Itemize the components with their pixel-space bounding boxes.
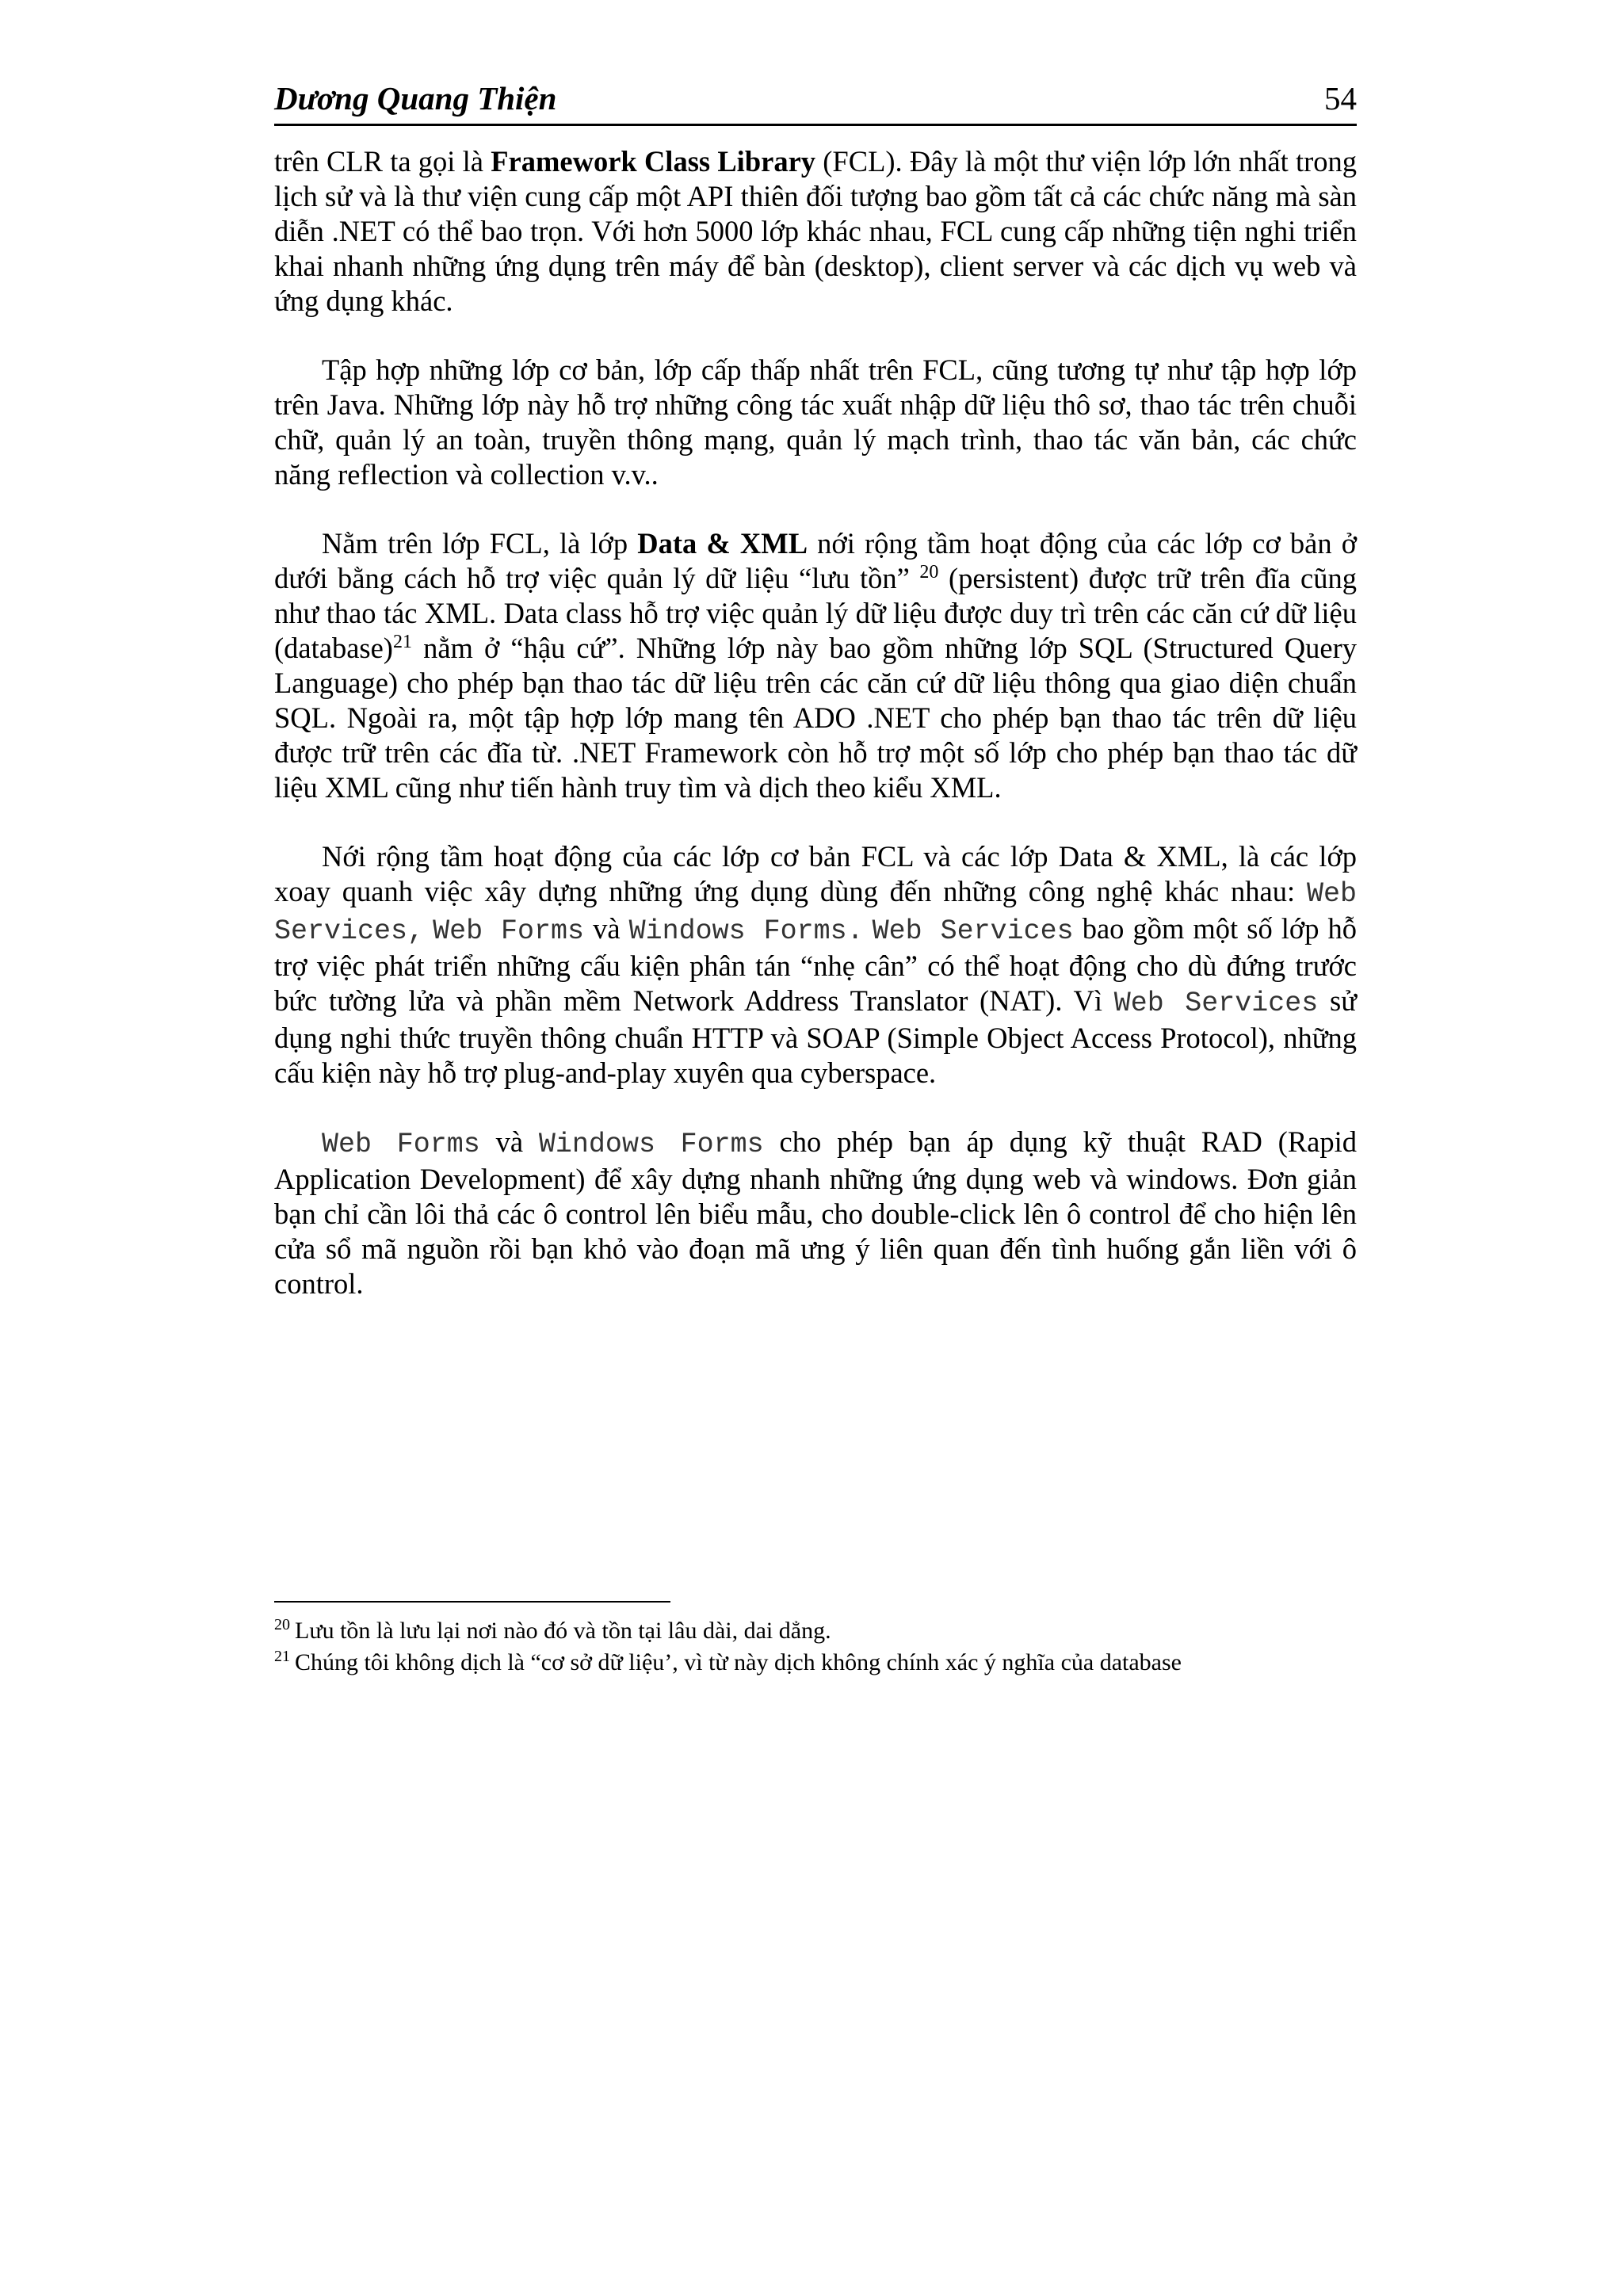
code-term: Windows Forms [538,1129,764,1160]
paragraph-text: (FCL). Đây là một thư viện lớp lớn nhất trong lịch sử và là thư viện cung cấp một API thiên đối tượng bao gồm tất cả các chức năng mà sàn diễn .NET có thể bao trọn. Với hơn 5000 lớp khác nhau, FCL cung cấp những tiện nghi triển khai nhanh những ứng dụng trên máy để bàn (desktop), client server và các dịch vụ web và ứng dụng khác. [274,145,1357,317]
paragraph-1 [274,144,1357,319]
code-term: Web Forms [322,1129,480,1160]
paragraph-text: Nằm trên lớp FCL, là lớp [322,527,638,560]
footnote-divider [274,1601,670,1603]
code-term: Web Services, [274,878,1357,947]
footnote-21 [274,1647,1357,1679]
paragraph-text [864,912,873,945]
paragraph-text: Nới rộng tầm hoạt động của các lớp cơ bản FCL và các lớp Data & XML, là các lớp xoay quanh việc xây dựng những ứng dụng dùng đến những công nghệ khác nhau: [274,840,1357,907]
code-term: Web Services [872,915,1074,947]
code-term: Windows Forms. [628,915,864,947]
footnote-20 [274,1615,1357,1647]
footnote-number: 20 [274,1616,290,1633]
paragraph-text: bao gồm một số lớp hỗ trợ việc phát triển những cấu kiện phân tán “nhẹ cân” có thể hoạt động cho dù đứng trước bức tường lửa và phần mềm Network Address Translator (NAT). Vì [274,912,1358,1017]
paragraph-text: cho phép bạn áp dụng kỹ thuật RAD (Rapid Application Development) để xây dựng nhanh những ứng dụng web và windows. Đơn giản bạn chỉ cần lôi thả các ô control lên biểu mẫu, cho double-click lên ô control để cho hiện lên cửa sổ mã nguồn rồi bạn khỏ vào đoạn mã ưng ý liên quan đến tình huống gắn liền với ô control. [274,1125,1358,1300]
page-number: 54 [1324,80,1357,117]
paragraph-text: và [479,1125,539,1158]
paragraph-text: (persistent) được trữ trên đĩa cũng như thao tác XML. Data class hỗ trợ việc quản lý dữ liệu được duy trì trên các căn cứ dữ liệu (database) [274,562,1357,664]
paragraph-text: và [584,912,629,945]
paragraph-4 [274,839,1357,1091]
paragraph-text: nới rộng tầm hoạt động của các lớp cơ bản ở dưới bằng cách hỗ trợ việc quản lý dữ liệu “lưu tồn” [274,527,1357,594]
footnote-ref-20: 20 [919,561,939,583]
body-text [274,144,1357,1335]
paragraph-text: trên CLR ta gọi là [274,145,491,178]
footnote-ref-21: 21 [392,631,412,652]
code-term: Web Forms [433,915,585,947]
footnotes [274,1615,1357,1679]
code-term: Web Services [1113,988,1319,1019]
paragraph-text: sử dụng nghi thức truyền thông chuẩn HTTP và SOAP (Simple Object Access Protocol), những cấu kiện này hỗ trợ plug-and-play xuyên qua cyberspace. [274,984,1357,1089]
footnote-number: 21 [274,1648,290,1665]
paragraph-5 [274,1125,1357,1301]
bold-term: Framework Class Library [491,145,816,178]
footnote-text: Lưu tồn là lưu lại nơi nào đó và tồn tại lâu dài, dai dẳng. [295,1618,831,1644]
paragraph-text: Tập hợp những lớp cơ bản, lớp cấp thấp nhất trên FCL, cũng tương tự như tập hợp lớp trên Java. Những lớp này hỗ trợ những công tác xuất nhập dữ liệu thô sơ, thao tác trên chuỗi chữ, quản lý an toàn, truyền thông mạng, quản lý mạch trình, thao tác văn bản, các chức năng reflection và collection v.v.. [274,353,1357,491]
paragraph-3 [274,526,1357,805]
paragraph-text: nằm ở “hậu cứ”. Những lớp này bao gồm những lớp SQL (Structured Query Language) cho phép bạn thao tác dữ liệu trên các căn cứ dữ liệu thông qua giao diện chuẩn SQL. Ngoài ra, một tập hợp lớp mang tên ADO .NET cho phép bạn thao tác trên dữ liệu được trữ trên các đĩa từ. .NET Framework còn hỗ trợ một số lớp cho phép bạn thao tác dữ liệu XML cũng như tiến hành truy tìm và dịch theo kiểu XML. [274,632,1357,804]
page-header [274,76,1357,126]
header-author: Dương Quang Thiện [274,80,557,117]
footnote-text: Chúng tôi không dịch là “cơ sở dữ liệu’, vì từ này dịch không chính xác ý nghĩa của database [295,1649,1182,1675]
bold-term: Data & XML [637,527,808,560]
paragraph-text [424,912,433,945]
paragraph-2 [274,353,1357,492]
